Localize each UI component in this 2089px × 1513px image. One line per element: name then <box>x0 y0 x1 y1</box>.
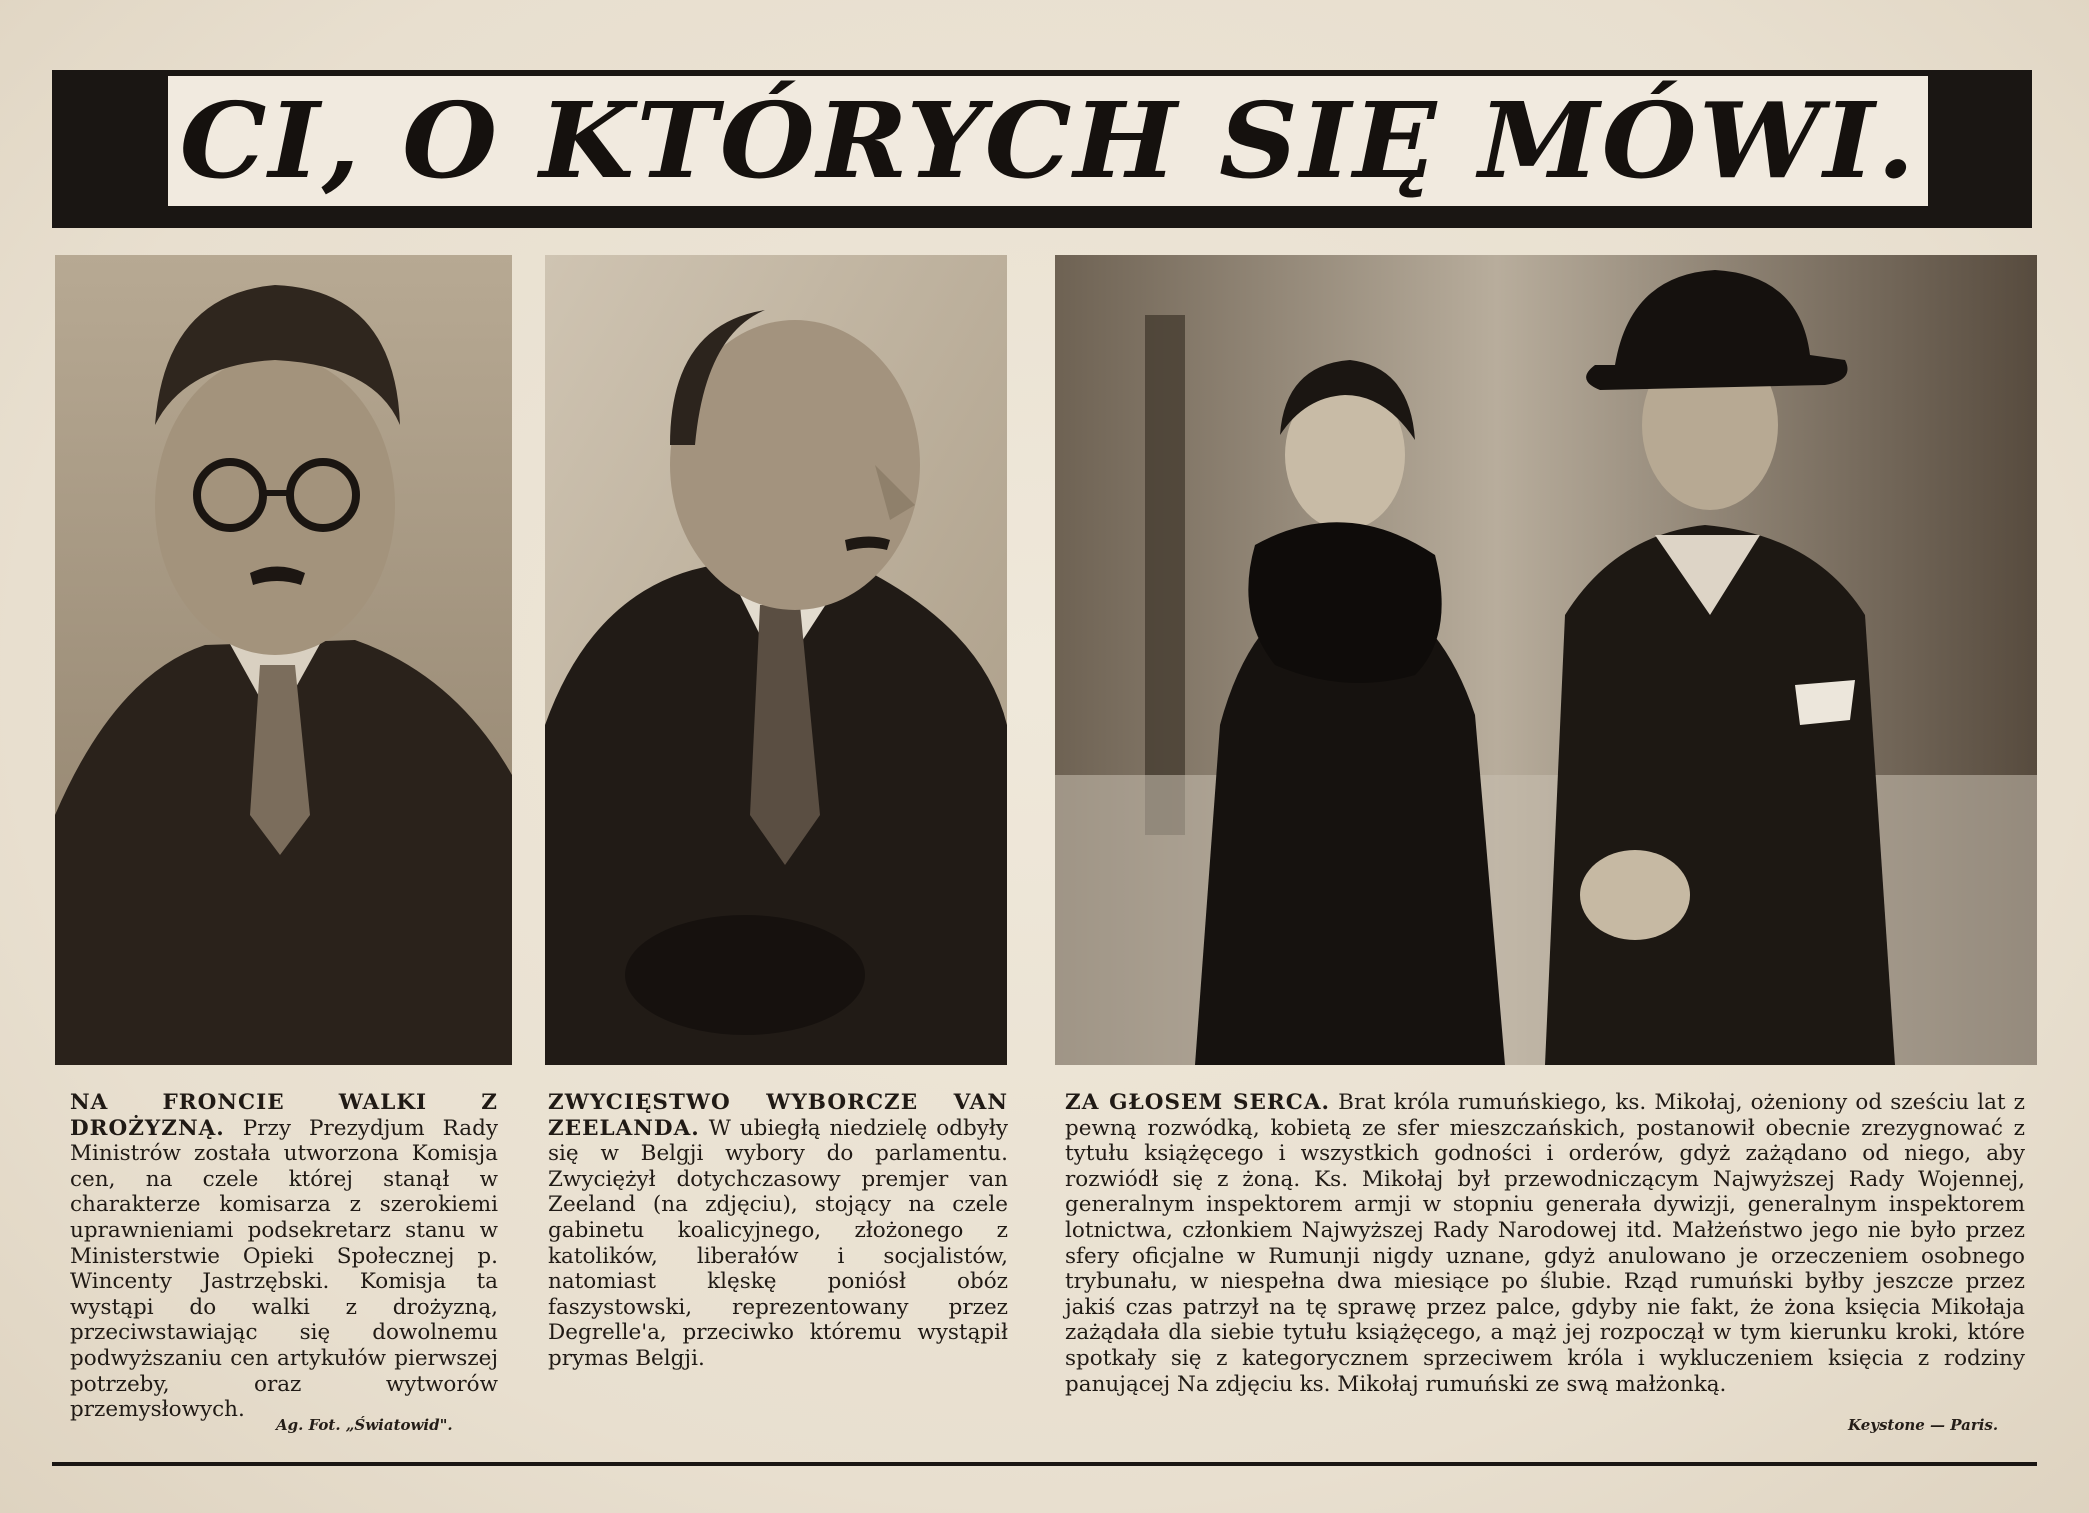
photo-prince-nicholas-and-wife <box>1055 255 2037 1065</box>
article-lead: ZWYCIĘSTWO WYBORCZE VAN ZEELANDA. <box>548 1090 1008 1141</box>
article-lead: ZA GŁOSEM SERCA. <box>1065 1090 1331 1115</box>
article-lead: NA FRONCIE WALKI Z DROŻYZNĄ. <box>70 1090 498 1141</box>
article-prince-nicholas <box>1065 1090 2025 1397</box>
photo-credit: Ag. Fot. „Światowid". <box>276 1416 453 1434</box>
headline: CI, O KTÓRYCH SIĘ MÓWI. <box>179 79 1917 202</box>
article-body: W ubiegłą niedzielę odbyły się w Belgji wybory do parlamentu. Zwyciężył dotychczasowy premjer van Zeeland (na zdjęciu), stojący na czele gabinetu koalicyjnego, złożonego z katolików, liberałów i socjalistów, natomiast klęskę poniósł obóz faszystowski, reprezentowany przez Degrelle'a, przeciwko któremu wystąpił prymas Belgji. <box>548 1115 1008 1371</box>
article-body: Przy Prezydjum Rady Ministrów została utworzona Komisja cen, na czele której stanął w charakterze komisarza z szerokiemi uprawnieniami podsekretarz stanu w Ministerstwie Opieki Społecznej p. Wincenty Jastrzębski. Komisja ta wystąpi do walki z drożyzną, przeciwstawiając się dowolnemu podwyższaniu cen artykułów pierwszej potrzeby, oraz wytworów przemysłowych. <box>70 1115 498 1423</box>
article-body: Brat króla rumuńskiego, ks. Mikołaj, ożeniony od sześciu lat z pewną rozwódką, kobietą ze sfer mieszczańskich, postanowił obecnie zrezygnować z tytułu książęcego i wszystkich godności i orderów, gdyż zażądano od niego, aby rozwiódł się z żoną. Ks. Mikołaj był przewodniczącym Najwyższej Rady Wojennej, generalnym inspektorem armji w stopniu generała dywizji, generalnym inspektorem lotnictwa, członkiem Najwyższej Rady Narodowej itd. Małżeństwo jego nie było przez sfery oficjalne w Rumunji nigdy uznane, gdyż anulowano je orzeczeniem osobnego trybunału, w niespełna dwa miesiące po ślubie. Rząd rumuński byłby jeszcze przez jakiś czas patrzył na tę sprawę przez palce, gdyby nie fakt, że żona księcia Mikołaja zażądała dla siebie tytułu książęcego, a mąż jej rozpoczął w tym kierunku kroki, które spotkały się z kategorycznem sprzeciwem króla i wykluczeniem księcia z rodziny panującej Na zdjęciu ks. Mikołaj rumuński ze swą małżonką. <box>1065 1090 2025 1397</box>
article-price-commission <box>70 1090 498 1423</box>
headline-plate <box>168 76 1928 206</box>
article-van-zeeland <box>548 1090 1008 1372</box>
photo-van-zeeland <box>545 255 1007 1065</box>
photo-credit: Keystone — Paris. <box>1848 1416 1999 1434</box>
photo-jastrzebski <box>55 255 512 1065</box>
bottom-rule <box>52 1462 2037 1466</box>
